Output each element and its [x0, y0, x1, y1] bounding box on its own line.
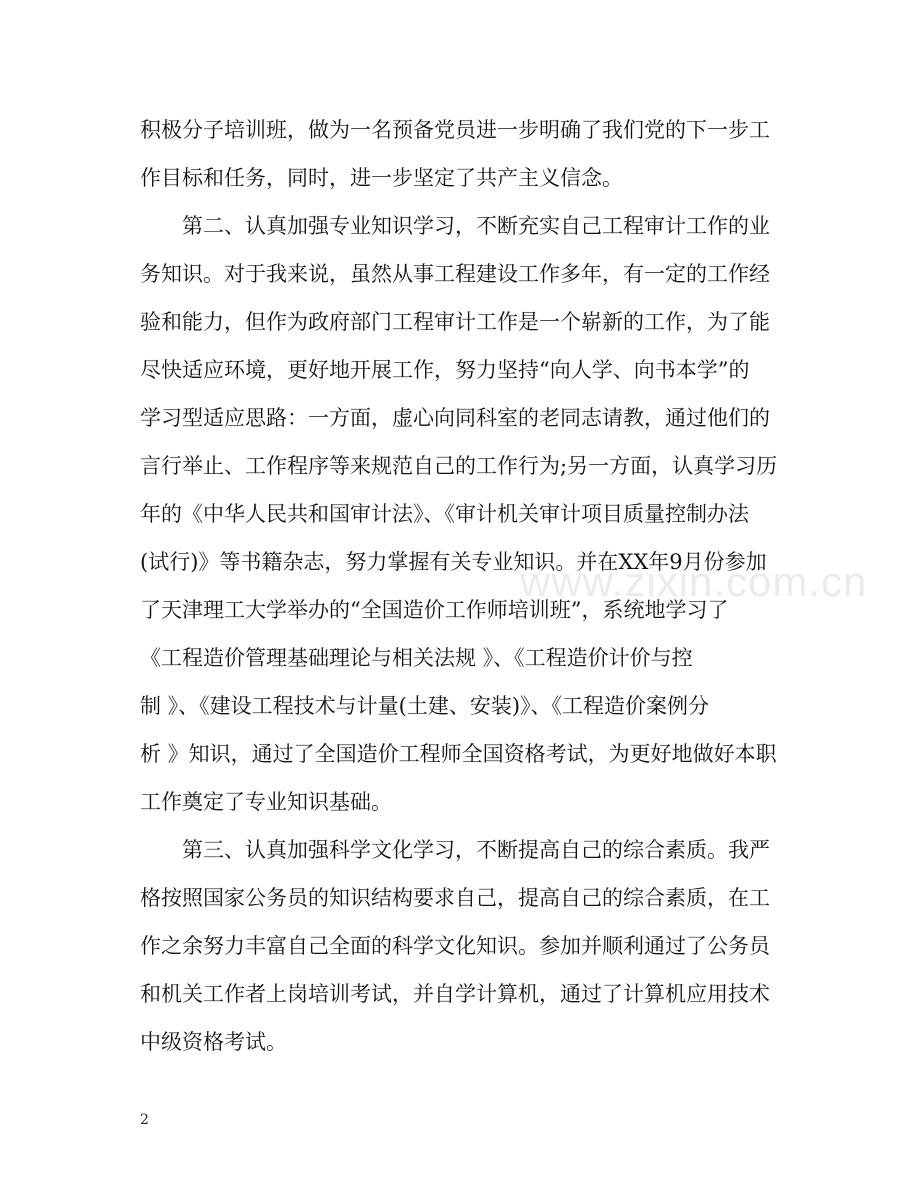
text-line: 《工程造价管理基础理论与相关法规 》、《工程造价计价与控: [140, 646, 693, 670]
text-line: 格按照国家公务员的知识结构要求自己，提高自己的综合素质，在工: [140, 886, 770, 910]
text-line: 言行举止、工作程序等来规范自己的工作行为;另一方面，认真学习历: [140, 454, 778, 478]
watermark: www.zixin.com.cn: [520, 558, 868, 605]
text-line: 验和能力，但作为政府部门工程审计工作是一个崭新的工作，为了能: [140, 310, 770, 334]
text-line: 学习型适应思路：一方面，虚心向同科室的老同志请教，通过他们的: [140, 406, 770, 430]
text-line: 尽快适应环境，更好地开展工作，努力坚持“向人学、向书本学”的: [140, 358, 750, 382]
text-line: 了天津理工大学举办的“全国造价工作师培训班”，系统地学习了: [140, 598, 729, 622]
text-line: 中级资格考试。: [140, 1030, 287, 1054]
text-line: (试行)》等书籍杂志，努力掌握有关专业知识。并在XX年9月份参加: [140, 550, 767, 574]
text-line: 务知识。对于我来说，虽然从事工程建设工作多年，有一定的工作经: [140, 262, 770, 286]
text-line: 和机关工作者上岗培训考试，并自学计算机，通过了计算机应用技术: [140, 982, 770, 1006]
text-line: 析 》知识，通过了全国造价工程师全国资格考试，为更好地做好本职: [140, 742, 777, 766]
paragraph-start-line: 第二、认真加强专业知识学习，不断充实自己工程审计工作的业: [182, 214, 770, 238]
text-line: 制 》、《建设工程技术与计量(土建、安装)》、《工程造价案例分: [140, 694, 710, 718]
text-line: 年的《中华人民共和国审计法》、《审计机关审计项目质量控制办法: [140, 502, 749, 526]
text-line: 作目标和任务，同时，进一步坚定了共产主义信念。: [140, 166, 623, 190]
text-line: 工作奠定了专业知识基础。: [140, 790, 392, 814]
text-line: 积极分子培训班，做为一名预备党员进一步明确了我们党的下一步工: [140, 118, 770, 142]
text-line: 作之余努力丰富自己全面的科学文化知识。参加并顺利通过了公务员: [140, 934, 770, 958]
page-number: 2: [140, 1112, 149, 1128]
paragraph-start-line: 第三、认真加强科学文化学习，不断提高自己的综合素质。我严: [182, 838, 770, 862]
